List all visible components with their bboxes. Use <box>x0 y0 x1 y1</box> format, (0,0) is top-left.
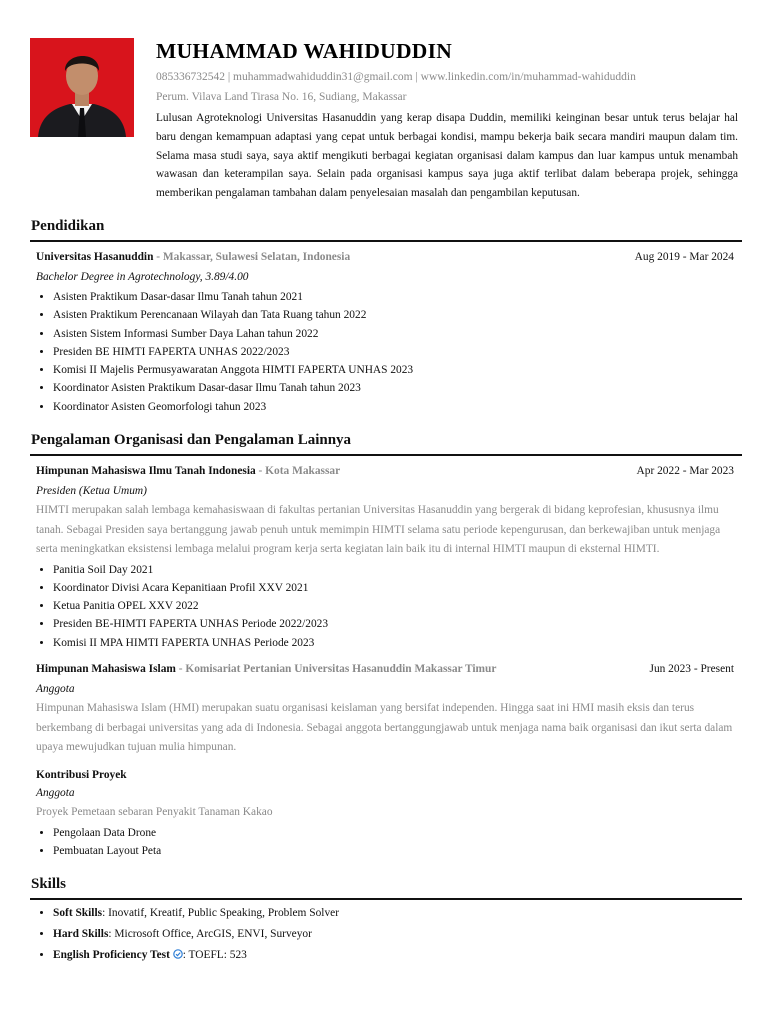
experience-role: Anggota <box>36 683 75 695</box>
resume-header <box>156 36 738 203</box>
experience-role: Anggota <box>36 787 75 799</box>
address: Perum. Vilava Land Tirasa No. 16, Sudiang, Makassar <box>156 91 407 103</box>
list-item: • Asisten Sistem Informasi Sumber Daya Lahan tahun 2022 <box>53 325 734 343</box>
section-title-experience: Pengalaman Organisasi dan Pengalaman Lainnya <box>31 432 352 448</box>
list-item: • Koordinator Asisten Geomorfologi tahun 2023 <box>53 398 734 416</box>
skill-item <box>53 945 734 966</box>
person-portrait-icon <box>30 38 134 137</box>
skill-value: : Microsoft Office, ArcGIS, ENVI, Surveyor <box>108 928 312 940</box>
skill-label: Soft Skills <box>53 907 103 919</box>
experience-entry-project <box>36 766 734 860</box>
skill-value: : TOEFL: 523 <box>182 949 247 961</box>
experience-entry-hmi <box>36 660 734 758</box>
org-name: Himpunan Mahasiswa Ilmu Tanah Indonesia <box>36 465 256 477</box>
school-name: Universitas Hasanuddin <box>36 251 154 263</box>
profile-photo <box>30 38 134 137</box>
project-list <box>36 824 734 861</box>
list-item: • Komisi II Majelis Permusyawaratan Anggota HIMTI FAPERTA UNHAS 2023 <box>53 361 734 379</box>
list-item: • Koordinator Divisi Acara Kepanitiaan Profil XXV 2021 <box>53 579 734 597</box>
list-item: • Koordinator Asisten Praktikum Dasar-dasar Ilmu Tanah tahun 2023 <box>53 379 734 397</box>
skills-list <box>36 903 734 966</box>
contact-info: 085336732542 | muhammadwahiduddin31@gmail.com | www.linkedin.com/in/muhammad-wahiduddin <box>156 71 636 83</box>
project-title: Kontribusi Proyek <box>36 769 127 781</box>
school-location: - Makassar, Sulawesi Selatan, Indonesia <box>153 251 351 263</box>
profile-summary: Lulusan Agroteknologi Universitas Hasanuddin yang kerap disapa Duddin, memiliki keinginan besar untuk terus belajar hal baru dengan kemampuan adaptasi yang cepat untuk berbagai kondisi, mampu bekerja baik secara mandiri maupun dalam tim. Selama masa studi saya, saya aktif mengikuti berbagai kegiatan organisasi dalam kampus dan luar kampus untuk menambah wawasan dan keterampilan saya. Selain pada organisasi kampus saya juga aktif terlibat dalam beberapa projek, sehingga memberikan pengalaman tambahan dalam penyelesaian masalah dan pengambilan keputusan. <box>156 112 738 200</box>
experience-role: Presiden (Ketua Umum) <box>36 485 147 497</box>
education-dates: Aug 2019 - Mar 2024 <box>634 251 734 263</box>
education-entry <box>36 248 734 416</box>
section-divider <box>30 898 742 900</box>
experience-dates: Apr 2022 - Mar 2023 <box>636 465 734 477</box>
list-item: • Pengolaan Data Drone <box>53 824 734 842</box>
candidate-name: MUHAMMAD WAHIDUDDIN <box>156 39 453 63</box>
section-title-education: Pendidikan <box>31 218 105 234</box>
experience-entry-himti <box>36 462 734 652</box>
list-item: • Presiden BE HIMTI FAPERTA UNHAS 2022/2023 <box>53 343 734 361</box>
experience-dates: Jun 2023 - Present <box>649 663 734 675</box>
section-divider <box>30 240 742 242</box>
experience-description: HIMTI merupakan salah lembaga kemahasiswaan di fakultas pertanian Universitas Hasanuddin yang bergerak di bidang keprofesian, khususnya ilmu tanah. Sebagai Presiden saya bertanggung jawab penuh untuk memimpin HIMTI selama satu periode kepengurusan, dan berkewajiban untuk menjaga serta meningkatkan eksistensi lembaga melalui program kerja serta kegiatan lain baik itu di internal HIMTI maupun di eksternal HIMTI. <box>36 504 721 555</box>
list-item: • Ketua Panitia OPEL XXV 2022 <box>53 597 734 615</box>
list-item: • Panitia Soil Day 2021 <box>53 561 734 579</box>
list-item: • Presiden BE-HIMTI FAPERTA UNHAS Periode 2022/2023 <box>53 615 734 633</box>
verified-check-icon <box>173 949 183 959</box>
skill-label: Hard Skills <box>53 928 109 940</box>
degree: Bachelor Degree in Agrotechnology, 3.89/4.00 <box>36 271 249 283</box>
list-item: • Komisi II MPA HIMTI FAPERTA UNHAS Periode 2023 <box>53 634 734 652</box>
project-description: Proyek Pemetaan sebaran Penyakit Tanaman Kakao <box>36 806 273 818</box>
skill-label: English Proficiency Test <box>53 949 170 961</box>
list-item: • Asisten Praktikum Dasar-dasar Ilmu Tanah tahun 2021 <box>53 288 734 306</box>
list-item: • Pembuatan Layout Peta <box>53 842 734 860</box>
skill-item <box>53 924 734 945</box>
section-title-skills: Skills <box>31 876 67 892</box>
org-location: - Kota Makassar <box>255 465 341 477</box>
skill-value: : Inovatif, Kreatif, Public Speaking, Problem Solver <box>102 907 340 919</box>
list-item: • Asisten Praktikum Perencanaan Wilayah dan Tata Ruang tahun 2022 <box>53 306 734 324</box>
experience-description: Himpunan Mahasiswa Islam (HMI) merupakan suatu organisasi keislaman yang bersifat independen. Hingga saat ini HMI masih eksis dan terus berkembang di berbagai universitas yang ada di Indonesia. Sebagai anggota bertanggungjawab untuk menjaga nama baik organisasi dan ikut serta dalam upaya mewujudkan tujuan mulia himpunan. <box>36 702 733 753</box>
experience-list <box>36 561 734 652</box>
education-list <box>36 288 734 416</box>
org-location: - Komisariat Pertanian Universitas Hasanuddin Makassar Timur <box>175 663 497 675</box>
section-divider <box>30 454 742 456</box>
skills-block <box>36 903 734 966</box>
org-name: Himpunan Mahasiswa Islam <box>36 663 176 675</box>
skill-item <box>53 903 734 924</box>
